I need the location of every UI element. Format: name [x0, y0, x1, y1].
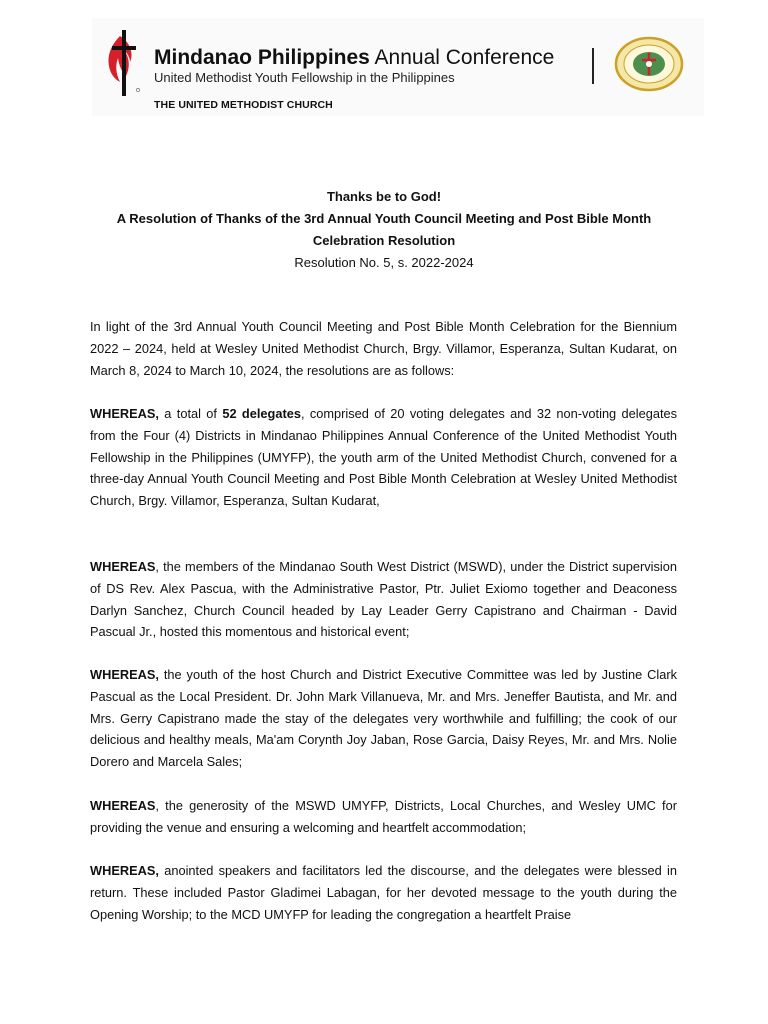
whereas-paragraph-3: WHEREAS, the youth of the host Church and District Executive Committee was led by Justine Clark Pascual as the Local President. Dr. John Mark Villanueva, Mr. and Mrs. Jeneffer Bautista, and Mr. and Mrs. Gerry Capistrano made the stay of the delegates very worthwhile and fulfilling; the cook of our delicious and healthy meals, Ma'am Corynth Joy Jaban, Rose Garcia, Daisy Reyes, Mr. and Mrs. Nolie Dorero and Marcela Sales; [90, 667, 677, 770]
church-name: THE UNITED METHODIST CHURCH [154, 99, 333, 111]
title-resolution-line2: Celebration Resolution [312, 233, 456, 248]
intro-paragraph: In light of the 3rd Annual Youth Council Meeting and Post Bible Month Celebration for the Biennium 2022 – 2024, held at Wesley United Methodist Church, Brgy. Villamor, Esperanza, Sultan Kudarat, on March 8, 2024 to March 10, 2024, the resolutions are as follows: [90, 319, 677, 378]
letterhead-divider [592, 48, 594, 84]
fellowship-name: United Methodist Youth Fellowship in the Philippines [154, 70, 455, 85]
whereas-paragraph-1: WHEREAS, a total of 52 delegates, comprised of 20 voting delegates and 32 non-voting delegates from the Four (4) Districts in Mindanao Philippines Annual Conference of the United Methodist Youth Fellowship in the Philippines (UMYFP), the youth arm of the United Methodist Church, convened for a three-day Annual Youth Council Meeting and Post Bible Month Celebration at Wesley United Methodist Church, Brgy. Villamor, Esperanza, Sultan Kudarat, [90, 406, 678, 509]
whereas-paragraph-5: WHEREAS, anointed speakers and facilitators led the discourse, and the delegates were blessed in return. These included Pastor Gladimei Labagan, for her devoted message to the youth during the Opening Worship; to the MCD UMYFP for leading the congregation a heartfelt Praise [90, 863, 677, 922]
title-resolution-line1: A Resolution of Thanks of the 3rd Annual Youth Council Meeting and Post Bible Month [116, 211, 652, 226]
conference-name: Mindanao Philippines Annual Conference [154, 46, 555, 69]
resolution-title-block [90, 186, 678, 274]
organization-name-block [154, 46, 554, 112]
whereas-paragraph-2: WHEREAS, the members of the Mindanao South West District (MSWD), under the District supervision of DS Rev. Alex Pascua, with the Administrative Pastor, Ptr. Juliet Exiomo together and Deaconess Darlyn Sanchez, Church Council headed by Lay Leader Gerry Capistrano and Chairman - David Pascual Jr., hosted this momentous and historical event; [90, 559, 677, 640]
letterhead [92, 18, 704, 116]
title-thanks: Thanks be to God! [326, 189, 442, 204]
resolution-number: Resolution No. 5, s. 2022-2024 [294, 255, 474, 270]
whereas-paragraph-4: WHEREAS, the generosity of the MSWD UMYFP, Districts, Local Churches, and Wesley UMC for providing the venue and ensuring a welcoming and heartfelt accommodation; [90, 798, 677, 835]
cross-and-flame-logo-icon [98, 28, 142, 98]
umyfp-seal-logo-icon [614, 36, 684, 92]
